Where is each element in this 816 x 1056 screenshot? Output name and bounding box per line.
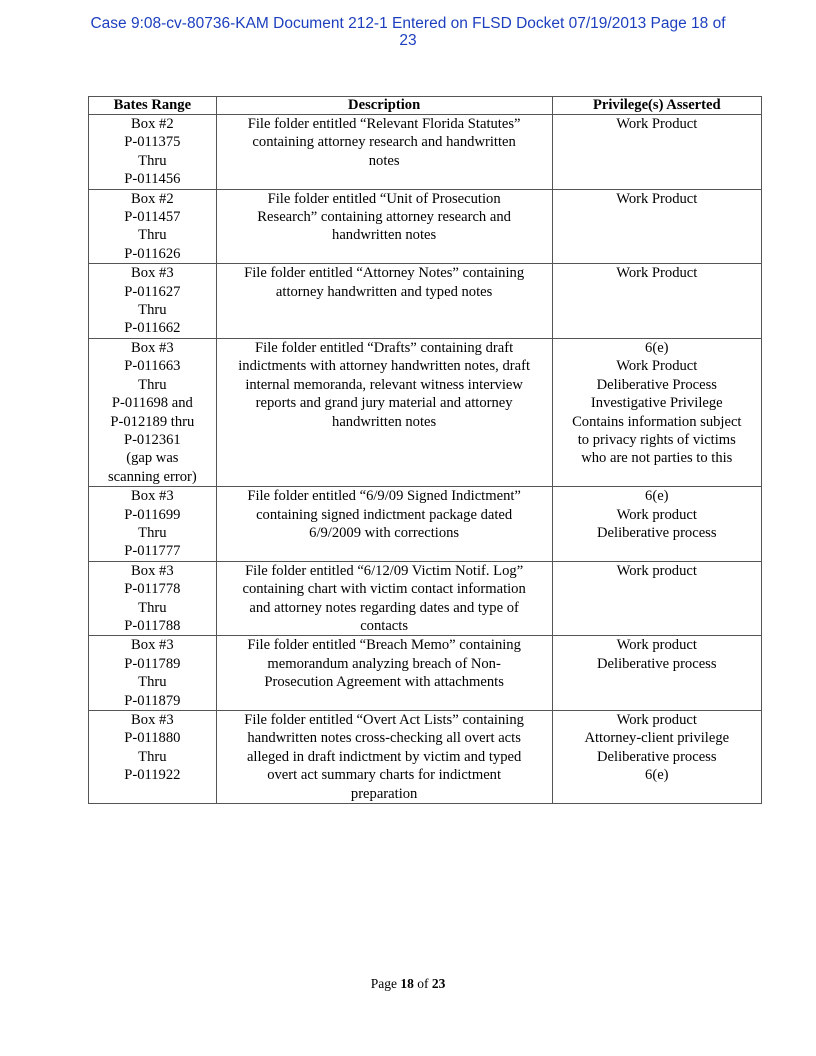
privilege-line: Work product: [616, 562, 697, 579]
privilege-line: Deliberative process: [597, 748, 717, 765]
privileges-cell: [552, 264, 761, 339]
bates-line: Box #2: [131, 190, 174, 207]
bates-range-cell: [89, 189, 217, 264]
footer-of: of: [413, 976, 432, 991]
description-line: and attorney notes regarding dates and type of: [249, 599, 519, 616]
description-line: File folder entitled “Overt Act Lists” containing: [244, 712, 524, 728]
privileges-cell: [552, 115, 761, 190]
privilege-line: 6(e): [645, 488, 669, 505]
footer-page-number: 18: [400, 976, 414, 991]
bates-line: Thru: [138, 302, 167, 319]
privilege-line: to privacy rights of victims: [577, 431, 736, 448]
bates-range-cell: [89, 115, 217, 190]
bates-line: Thru: [138, 674, 167, 691]
bates-line: Thru: [138, 599, 167, 616]
column-header-privileges: Privilege(s) Asserted: [552, 97, 761, 115]
bates-line: P-012361: [123, 431, 181, 448]
bates-line: Thru: [138, 227, 167, 244]
description-cell: [216, 189, 552, 264]
privileges-cell: [552, 711, 761, 804]
description-cell: [216, 561, 552, 636]
privileges-cell: [552, 561, 761, 636]
page-footer: [0, 976, 816, 992]
description-cell: [216, 264, 552, 339]
docket-header: [40, 15, 776, 49]
description-line: Prosecution Agreement with attachments: [264, 674, 504, 691]
bates-range-cell: [89, 711, 217, 804]
table-row: [89, 711, 762, 804]
description-line: contacts: [360, 617, 409, 634]
description-cell: [216, 636, 552, 711]
bates-range-cell: [89, 338, 217, 486]
description-line: notes: [368, 152, 400, 169]
table-row: [89, 636, 762, 711]
table-row: [89, 561, 762, 636]
table-header-row: [89, 97, 762, 115]
bates-line: Box #3: [131, 265, 174, 282]
bates-line: P-011456: [124, 171, 181, 188]
bates-line: P-011662: [124, 320, 181, 337]
bates-line: Thru: [138, 748, 167, 765]
bates-line: P-011879: [124, 692, 181, 709]
table-row: [89, 338, 762, 486]
column-header-description: Description: [216, 97, 552, 115]
description-line: handwritten notes cross-checking all overt acts: [247, 730, 521, 747]
bates-line: (gap was: [126, 450, 179, 467]
docket-header-line-2: 23: [399, 32, 417, 49]
description-line: File folder entitled “Attorney Notes” containing: [244, 265, 525, 282]
description-cell: [216, 338, 552, 486]
description-line: internal memoranda, relevant witness interview: [245, 376, 523, 393]
description-line: preparation: [350, 785, 418, 802]
privileges-cell: [552, 338, 761, 486]
bates-range-cell: [89, 561, 217, 636]
description-line: File folder entitled “Relevant Florida Statutes”: [247, 116, 521, 132]
bates-line: P-011788: [124, 617, 181, 634]
footer-prefix: Page: [370, 976, 401, 991]
privileges-cell: [552, 487, 761, 562]
description-cell: [216, 115, 552, 190]
description-cell: [216, 487, 552, 562]
description-line: alleged in draft indictment by victim and typed: [246, 748, 522, 765]
description-line: handwritten notes: [332, 227, 437, 244]
bates-line: scanning error): [107, 468, 197, 485]
privilege-line: who are not parties to this: [581, 450, 733, 467]
privilege-line: 6(e): [645, 339, 669, 356]
bates-line: P-011626: [124, 245, 181, 262]
description-line: attorney handwritten and typed notes: [275, 283, 493, 300]
description-line: File folder entitled “Drafts” containing draft: [255, 339, 514, 356]
description-line: handwritten notes: [332, 413, 437, 430]
bates-line: P-011880: [124, 730, 181, 747]
bates-line: P-011375: [124, 134, 181, 151]
bates-line: P-011698 and: [111, 395, 193, 412]
table-row: [89, 487, 762, 562]
description-line: File folder entitled “Breach Memo” containing: [247, 637, 521, 654]
privilege-line: Work Product: [616, 358, 698, 375]
bates-line: Thru: [138, 376, 167, 393]
bates-line: P-011457: [124, 209, 181, 226]
description-line: indictments with attorney handwritten notes, draft: [238, 358, 531, 375]
description-line: containing signed indictment package dated: [256, 506, 513, 523]
privilege-line: Deliberative process: [597, 655, 717, 672]
bates-line: P-011627: [124, 283, 181, 300]
bates-line: P-011922: [124, 767, 181, 784]
privilege-line: Attorney-client privilege: [584, 730, 730, 747]
bates-line: Box #3: [131, 339, 174, 356]
privilege-line: Deliberative process: [597, 524, 717, 541]
table-body: [89, 115, 762, 804]
description-line: Research” containing attorney research and: [257, 209, 511, 226]
description-line: reports and grand jury material and attorney: [255, 395, 513, 412]
bates-line: Box #3: [131, 488, 174, 505]
privilege-line: 6(e): [645, 767, 669, 784]
docket-header-line-1: Case 9:08-cv-80736-KAM Document 212-1 Entered on FLSD Docket 07/19/2013 Page 18 of: [90, 15, 726, 32]
table-row: [89, 264, 762, 339]
bates-line: P-011699: [124, 506, 181, 523]
description-line: containing attorney research and handwritten: [252, 134, 516, 151]
privilege-line: Work Product: [616, 116, 698, 132]
privileges-cell: [552, 189, 761, 264]
privilege-line: Work product: [616, 712, 697, 728]
bates-line: P-011778: [124, 581, 181, 598]
description-line: File folder entitled “Unit of Prosecution: [267, 190, 501, 207]
bates-line: P-011663: [124, 358, 181, 375]
privilege-line: Contains information subject: [572, 413, 742, 430]
bates-range-cell: [89, 264, 217, 339]
bates-line: P-011789: [124, 655, 181, 672]
bates-line: Box #3: [131, 562, 174, 579]
bates-line: P-011777: [124, 543, 181, 560]
description-line: memorandum analyzing breach of Non-: [267, 655, 501, 672]
privilege-line: Deliberative Process: [596, 376, 717, 393]
privilege-line: Investigative Privilege: [590, 395, 723, 412]
privilege-line: Work product: [616, 637, 697, 654]
bates-range-cell: [89, 487, 217, 562]
description-line: containing chart with victim contact information: [242, 581, 526, 598]
description-cell: [216, 711, 552, 804]
privileges-cell: [552, 636, 761, 711]
footer-total-pages: 23: [431, 976, 446, 991]
privilege-line: Work Product: [616, 265, 698, 282]
privilege-log-table: [88, 96, 762, 804]
bates-line: Thru: [138, 524, 167, 541]
bates-line: Box #2: [131, 116, 174, 132]
bates-range-cell: [89, 636, 217, 711]
description-line: overt act summary charts for indictment: [267, 767, 502, 784]
privilege-line: Work Product: [616, 190, 698, 207]
table-row: [89, 189, 762, 264]
column-header-bates-range: Bates Range: [89, 97, 217, 115]
bates-line: P-012189 thru: [110, 413, 195, 430]
bates-line: Thru: [138, 152, 167, 169]
bates-line: Box #3: [131, 637, 174, 654]
bates-line: Box #3: [131, 712, 174, 728]
description-line: 6/9/2009 with corrections: [309, 524, 460, 541]
description-line: File folder entitled “6/9/09 Signed Indictment”: [247, 488, 521, 505]
privilege-line: Work product: [616, 506, 697, 523]
table-row: [89, 115, 762, 190]
description-line: File folder entitled “6/12/09 Victim Notif. Log”: [245, 562, 524, 579]
